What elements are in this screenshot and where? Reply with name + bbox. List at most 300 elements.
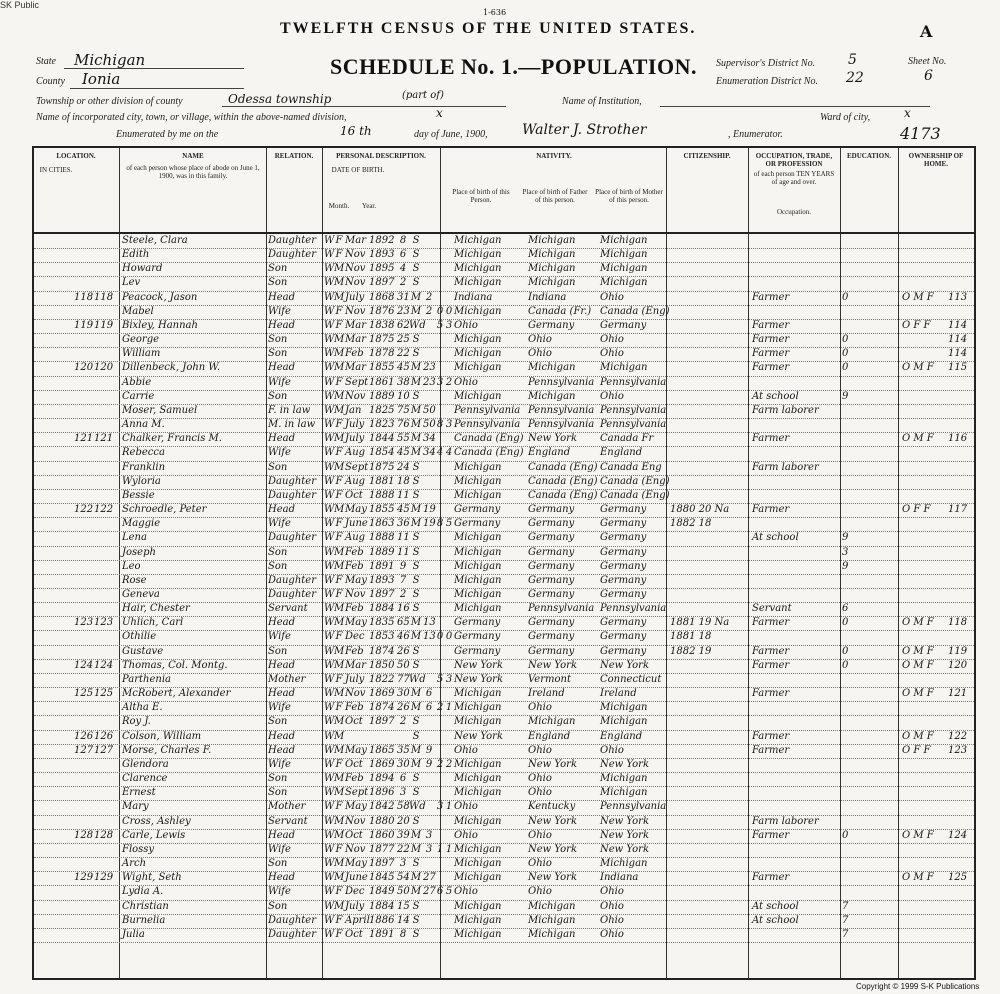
immigration (670, 574, 746, 588)
family-number: 121 (94, 433, 114, 445)
table-row (34, 503, 974, 518)
sex: M (334, 659, 345, 671)
dwelling-number (74, 475, 96, 489)
age: 25 (397, 334, 410, 346)
birth-year: 1850 (369, 659, 395, 671)
school-months (842, 489, 896, 503)
table-row (34, 701, 974, 716)
father-birthplace: Germany (528, 560, 575, 572)
father-birthplace: Ohio (528, 702, 552, 714)
age: 45 (397, 362, 410, 374)
father-birthplace: Canada (Eng) (528, 475, 598, 487)
color-race: W (324, 801, 335, 813)
age: 58 (397, 801, 410, 813)
relation: Son (268, 900, 288, 912)
farm-schedule-number (948, 404, 972, 418)
city-label: Name of incorporated city, town, or village, within the above-named division, (36, 112, 347, 123)
sex: M (334, 404, 345, 416)
relation: Head (268, 291, 296, 303)
person-name: Roy J. (122, 716, 151, 728)
immigration (670, 758, 746, 772)
school-months: 0 (842, 617, 849, 629)
children-born (435, 262, 445, 276)
marital-status: S (412, 730, 420, 742)
home-ownership: O F F (902, 319, 931, 331)
table-row (34, 475, 974, 490)
home-ownership (902, 673, 948, 687)
home-ownership (902, 276, 948, 290)
farm-schedule-number: 124 (948, 829, 968, 841)
supervisor-value: 5 (848, 52, 857, 68)
birth-year: 1875 (369, 334, 395, 346)
birth-month: May (345, 504, 367, 516)
school-months (842, 305, 896, 319)
birth-month: May (345, 858, 367, 870)
mother-birthplace: New York (600, 815, 649, 827)
children-born (435, 432, 445, 446)
col-occupation-occ: Occupation. (776, 208, 811, 216)
father-birthplace: Ohio (528, 773, 552, 785)
age: 39 (397, 829, 410, 841)
dwelling-number (74, 928, 96, 942)
birth-year: 1897 (369, 858, 395, 870)
person-name: Parthenia (122, 673, 171, 685)
farm-schedule-number (948, 857, 972, 871)
birth-year: 1822 (369, 673, 395, 685)
children-living (445, 461, 453, 475)
table-row (34, 730, 974, 745)
immigration (670, 305, 746, 319)
children-born (435, 914, 445, 928)
birth-month: Dec (345, 631, 365, 643)
person-name: Thomas, Col. Montg. (122, 659, 228, 671)
birth-month: Nov (345, 263, 366, 275)
color-race: W (324, 433, 335, 445)
color-race: W (324, 504, 335, 516)
children-born (435, 546, 445, 560)
birthplace: Indiana (454, 291, 493, 303)
person-name: Uhlich, Carl (122, 617, 184, 629)
birth-month: July (345, 291, 365, 303)
years-married: 9 (425, 744, 433, 756)
family-number (94, 333, 116, 347)
school-months (842, 630, 896, 644)
immigration: 1881 19 Na (670, 617, 730, 629)
school-months (842, 461, 896, 475)
copyright: Copyright © 1999 S-K Publications (856, 982, 980, 991)
father-birthplace: New York (528, 843, 577, 855)
sex: F (335, 319, 343, 331)
marital-status: Wd (409, 319, 426, 331)
mother-birthplace: New York (600, 758, 649, 770)
supervisor-label: Supervisor's District No. (716, 58, 816, 69)
immigration (670, 800, 746, 814)
farm-schedule-number (948, 560, 972, 574)
home-ownership (902, 900, 948, 914)
years-married (423, 390, 435, 404)
father-birthplace: Ohio (528, 348, 552, 360)
sex: F (335, 886, 343, 898)
years-married (423, 815, 435, 829)
immigration: 1882 19 (670, 645, 712, 657)
occupation: Farmer (752, 504, 790, 516)
children-born: 1 (436, 843, 444, 855)
home-ownership (902, 630, 948, 644)
table-row (34, 758, 974, 773)
table-row (34, 531, 974, 546)
father-birthplace: Ohio (528, 858, 552, 870)
marital-status: M (410, 504, 422, 516)
father-birthplace: Michigan (528, 900, 576, 912)
occupation: At school (752, 900, 799, 912)
marital-status: M (410, 404, 422, 416)
home-ownership: O M F (902, 872, 934, 884)
table-row (34, 588, 974, 603)
years-married: 34 (423, 433, 436, 445)
age: 3 (399, 787, 407, 799)
home-ownership (902, 574, 948, 588)
birth-year: 1880 (369, 815, 395, 827)
sex: M (334, 277, 345, 289)
farm-schedule-number (948, 574, 972, 588)
age: 6 (399, 773, 407, 785)
table-row (34, 517, 974, 532)
col-ownership: OWNERSHIP OF HOME. (908, 152, 964, 168)
color-race: W (324, 758, 335, 770)
relation: Son (268, 560, 288, 572)
ward-value: x (904, 106, 911, 120)
township-value: Odessa township (228, 92, 332, 106)
children-born (435, 234, 445, 248)
birthplace: Michigan (454, 589, 502, 600)
relation: Wife (268, 843, 291, 855)
home-ownership: O M F (902, 688, 934, 700)
relation: Son (268, 348, 288, 360)
birthplace: Germany (454, 631, 501, 643)
occupation (752, 234, 838, 248)
children-born (435, 276, 445, 290)
farm-schedule-number (948, 517, 972, 531)
immigration (670, 772, 746, 786)
family-number: 123 (94, 617, 114, 629)
father-birthplace: New York (528, 758, 577, 770)
farm-schedule-number (948, 446, 972, 460)
sex: F (335, 376, 343, 388)
person-name: Steele, Clara (122, 235, 188, 246)
children-born (435, 361, 445, 375)
person-name: Carle, Lewis (122, 829, 186, 841)
occupation (752, 857, 838, 871)
color-race: W (324, 574, 335, 586)
immigration (670, 843, 746, 857)
form-number: 1-636 (483, 8, 507, 17)
occupation (752, 418, 838, 432)
children-born (435, 857, 445, 871)
color-race: W (324, 291, 335, 303)
father-birthplace: Ohio (528, 886, 552, 898)
children-born (435, 829, 445, 843)
family-number (94, 914, 116, 928)
birth-month: Oct (345, 489, 363, 501)
years-married (423, 659, 435, 673)
relation: Head (268, 872, 296, 884)
children-living (445, 489, 453, 503)
dwelling-number (74, 276, 96, 290)
color-race: W (324, 532, 335, 544)
birth-year: 1888 (369, 489, 395, 501)
school-months (842, 588, 896, 602)
age: 3 (399, 858, 407, 870)
immigration (670, 404, 746, 418)
color-race: W (324, 688, 335, 700)
farm-schedule-number (948, 602, 972, 616)
children-born (435, 503, 445, 517)
relation: Son (268, 858, 288, 870)
children-born (435, 900, 445, 914)
children-living (445, 715, 453, 729)
col-in-cities: IN CITIES. (39, 166, 73, 174)
immigration (670, 390, 746, 404)
ward-label: Ward of city, (820, 112, 871, 123)
dwelling-number: 123 (74, 617, 94, 629)
years-married: 9 (425, 758, 433, 770)
mother-birthplace: England (600, 447, 643, 459)
children-living (445, 645, 453, 659)
table-row (34, 715, 974, 730)
relation: Head (268, 362, 296, 374)
marital-status: M (410, 376, 422, 388)
dwelling-number: 125 (74, 688, 94, 700)
sex: M (334, 348, 345, 360)
father-birthplace: Ireland (528, 688, 565, 700)
marital-status: S (412, 263, 420, 275)
dwelling-number (74, 446, 96, 460)
relation: Wife (268, 305, 291, 317)
children-living: 4 (445, 447, 453, 459)
color-race: W (324, 518, 335, 530)
age: 75 (397, 404, 410, 416)
home-ownership (902, 248, 948, 262)
immigration (670, 687, 746, 701)
relation: M. in law (268, 419, 316, 431)
occupation (752, 673, 838, 687)
birthplace: Michigan (454, 702, 502, 714)
color-race: W (324, 362, 335, 374)
family-number (94, 843, 116, 857)
farm-schedule-number (948, 701, 972, 715)
relation: Head (268, 319, 296, 331)
family-number (94, 517, 116, 531)
dwelling-number (74, 885, 96, 899)
table-row (34, 489, 974, 504)
children-living (445, 786, 453, 800)
dwelling-number (74, 531, 96, 545)
children-born (435, 291, 445, 305)
farm-schedule-number (948, 673, 972, 687)
person-name: Rose (122, 574, 147, 586)
birth-month: Feb (345, 546, 364, 558)
children-living (445, 857, 453, 871)
occupation: Farmer (752, 319, 790, 331)
color-race: W (324, 589, 335, 600)
dwelling-number (74, 248, 96, 262)
person-name: Bessie (122, 489, 155, 501)
person-name: Bixley, Hannah (122, 319, 198, 331)
occupation (752, 701, 838, 715)
birth-year: 1881 (369, 475, 395, 487)
home-ownership (902, 602, 948, 616)
birthplace: Ohio (454, 319, 478, 331)
birthplace: Germany (454, 518, 501, 530)
birth-month: July (345, 673, 365, 685)
marital-status: M (410, 419, 422, 431)
years-married (423, 560, 435, 574)
birth-month: Nov (345, 249, 366, 261)
birth-month: Oct (345, 829, 363, 841)
marital-status: S (412, 787, 420, 799)
relation: Daughter (268, 928, 316, 940)
birth-year (369, 730, 397, 744)
birthplace: Michigan (454, 758, 502, 770)
person-name: Lev (122, 277, 141, 289)
birth-year: 1892 (369, 235, 395, 246)
age: 9 (399, 560, 407, 572)
dwelling-number (74, 390, 96, 404)
sex: F (335, 914, 343, 926)
relation: Son (268, 716, 288, 728)
marital-status: S (412, 574, 420, 586)
immigration (670, 418, 746, 432)
farm-schedule-number (948, 262, 972, 276)
birthplace: Michigan (454, 475, 502, 487)
sex: F (335, 305, 343, 317)
color-race: W (324, 404, 335, 416)
person-name: Anna M. (122, 419, 165, 431)
table-row (34, 262, 974, 277)
years-married (423, 786, 435, 800)
children-born (435, 531, 445, 545)
mother-birthplace: Germany (600, 617, 647, 629)
birth-year: 1845 (369, 872, 395, 884)
years-married: 2 (425, 291, 433, 303)
children-living: 0 (445, 305, 453, 317)
birth-year: 1874 (369, 645, 395, 657)
father-birthplace: Germany (528, 589, 575, 600)
marital-status: M (410, 886, 422, 898)
person-name: Flossy (122, 843, 155, 855)
age: 2 (399, 589, 407, 600)
father-birthplace: Germany (528, 645, 575, 657)
school-months (842, 234, 896, 248)
marital-status: M (410, 291, 422, 303)
children-living (445, 333, 453, 347)
mother-birthplace: Germany (600, 574, 647, 586)
enumeration-value: 22 (846, 70, 864, 86)
farm-schedule-number (948, 390, 972, 404)
children-living (445, 248, 453, 262)
color-race: W (324, 249, 335, 261)
years-married (423, 588, 435, 602)
institution-label: Name of Institution, (562, 96, 642, 107)
dwelling-number (74, 418, 96, 432)
mother-birthplace: Germany (600, 518, 647, 530)
age: 7 (399, 574, 407, 586)
person-name: Lena (122, 532, 147, 544)
marital-status: Wd (409, 801, 426, 813)
dwelling-number (74, 602, 96, 616)
occupation (752, 560, 838, 574)
birth-month: Nov (345, 843, 366, 855)
table-row (34, 744, 974, 759)
children-living (445, 602, 453, 616)
children-living (445, 616, 453, 630)
birthplace: Michigan (454, 532, 502, 544)
family-number (94, 404, 116, 418)
relation: Son (268, 787, 288, 799)
children-born (435, 772, 445, 786)
years-married: 6 (425, 688, 433, 700)
father-birthplace: Indiana (528, 291, 567, 303)
dwelling-number (74, 786, 96, 800)
school-months (842, 418, 896, 432)
person-name: George (122, 334, 160, 346)
children-living (445, 687, 453, 701)
home-ownership (902, 701, 948, 715)
farm-schedule-number: 120 (948, 659, 968, 671)
birth-year: 1838 (369, 319, 395, 331)
sex: M (334, 645, 345, 657)
sex: M (334, 334, 345, 346)
school-months (842, 885, 896, 899)
age: 23 (397, 305, 410, 317)
birth-month: July (345, 900, 365, 912)
father-birthplace: Germany (528, 504, 575, 516)
occupation: Farmer (752, 348, 790, 360)
family-number: 120 (94, 362, 114, 374)
farm-schedule-number (948, 305, 972, 319)
mother-birthplace: Ohio (600, 886, 624, 898)
school-months (842, 800, 896, 814)
family-number: 122 (94, 504, 114, 516)
occupation: Farmer (752, 291, 790, 303)
relation: F. in law (268, 404, 311, 416)
birthplace: Canada (Eng) (454, 433, 524, 445)
farm-schedule-number (948, 715, 972, 729)
years-married (423, 475, 435, 489)
family-number (94, 560, 116, 574)
marital-status: S (412, 928, 420, 940)
dwelling-number (74, 489, 96, 503)
farm-schedule-number: 119 (948, 645, 968, 657)
father-birthplace: Germany (528, 546, 575, 558)
children-born: 2 (436, 758, 444, 770)
mother-birthplace: Ohio (600, 390, 624, 402)
marital-status: M (410, 758, 422, 770)
school-months (842, 843, 896, 857)
marital-status: M (410, 447, 422, 459)
color-race: W (324, 348, 335, 360)
farm-schedule-number (948, 843, 972, 857)
birthplace: Ohio (454, 376, 478, 388)
occupation (752, 786, 838, 800)
age: 50 (397, 886, 410, 898)
age: 24 (397, 461, 410, 473)
age: 77 (397, 673, 410, 685)
occupation (752, 772, 838, 786)
school-months: 7 (842, 914, 849, 926)
sex: M (334, 829, 345, 841)
years-married: 23 (423, 376, 436, 388)
